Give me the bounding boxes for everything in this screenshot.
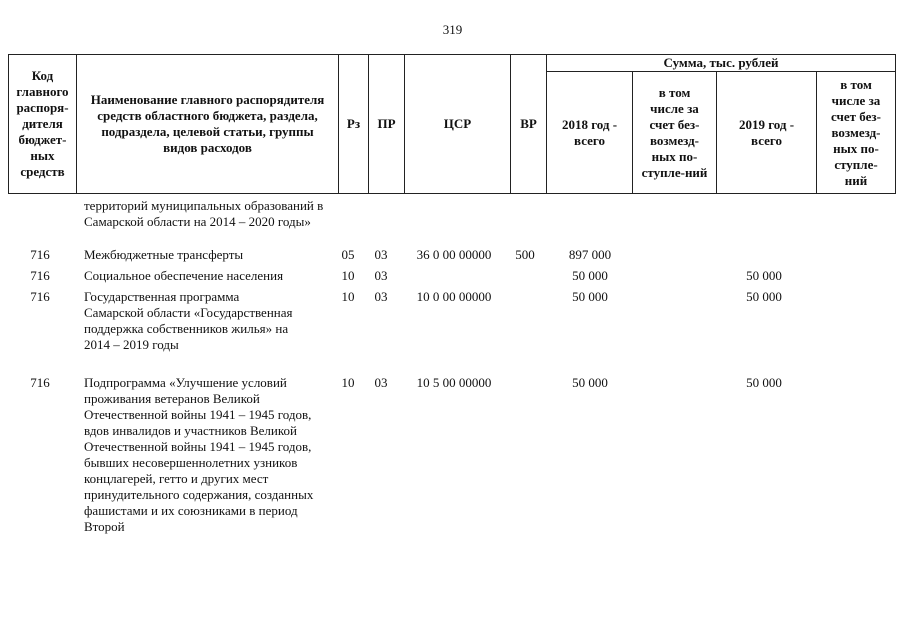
row-sum-2018: 50 000 [572,268,608,283]
row-name: Подпрограмма «Улучшение условий проживания ветеранов Великой Отечественной войны 1941 – 1945 годов, вдов инвалидов и участников Великой Отечественной войны 1941 – 1945 годов, бывших несовершеннолетних узников концлагерей, гетто и других мест принудительного содержания, созданных фашистами и их союзниками в период Второй [84,375,314,534]
row-pr: 03 [374,375,388,390]
row-sum-2018: 50 000 [572,375,608,390]
header-sum: Сумма, тыс. рублей [663,55,779,70]
row-pr: 03 [374,247,388,262]
row-name: Государственная программа Самарской области «Государственная поддержка собственников жилья» на 2014 – 2019 годы [84,289,293,352]
page-number: 319 [442,22,463,37]
row-code: 716 [30,268,50,283]
row-pr: 03 [374,268,388,283]
row-csr: 10 0 00 00000 [416,289,492,304]
header-code: Код главного распоря-дителя бюджет-ных средств [9,55,77,193]
row-sum-2019: 50 000 [746,268,782,283]
row-code: 716 [30,247,50,262]
row-csr: 10 5 00 00000 [416,375,492,390]
header-csr: ЦСР [405,55,511,193]
header-2019-free: в том числе за счет без-возмезд-ных по-ступле-ний [817,71,895,193]
header-rz: Рз [339,55,369,193]
row-sum-2019: 50 000 [746,289,782,304]
row-name: Социальное обеспечение населения [84,268,284,283]
row-name: Межбюджетные трансферты [84,247,244,262]
header-2019: 2019 год - всего [717,71,817,193]
row-sum-2019: 50 000 [746,375,782,390]
row-csr: 36 0 00 00000 [416,247,492,262]
continuation-text: территорий муниципальных образований в Самарской области на 2014 – 2020 годы» [84,198,324,229]
header-name: Наименование главного распорядителя средств областного бюджета, раздела, подраздела, целевой статьи, группы видов расходов [77,55,339,193]
row-sum-2018: 897 000 [568,247,612,262]
header-2018-free: в том числе за счет без-возмезд-ных по-ступле-ний [633,71,717,193]
row-sum-2018: 50 000 [572,289,608,304]
row-rz: 10 [341,268,355,283]
row-code: 716 [30,375,50,390]
row-vr: 500 [515,247,535,262]
header-vr: ВР [511,55,547,193]
row-rz: 10 [341,375,355,390]
row-rz: 05 [341,247,355,262]
row-rz: 10 [341,289,355,304]
row-pr: 03 [374,289,388,304]
row-code: 716 [30,289,50,304]
header-2018: 2018 год - всего [547,71,633,193]
table-header [8,54,896,194]
header-pr: ПР [369,55,405,193]
